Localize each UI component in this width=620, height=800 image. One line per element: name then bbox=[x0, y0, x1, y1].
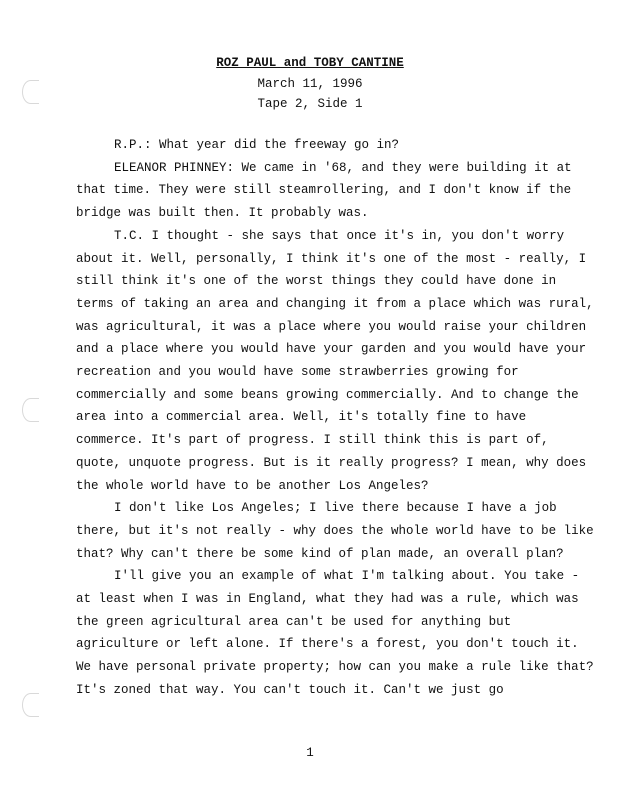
transcript-paragraph: R.P.: What year did the freeway go in? bbox=[114, 138, 400, 152]
punch-hole-mark bbox=[22, 398, 39, 422]
tape-side: Tape 2, Side 1 bbox=[257, 97, 363, 111]
interview-date: March 11, 1996 bbox=[257, 77, 363, 91]
transcript-paragraph: T.C. I thought - she says that once it's in, you don't worry about it. Well, personally, I think it's one of the most - really, I still think it's one of the worst things they could have done in terms of taking an area and changing it from a place which was rural, was agricultural, it was a place where you would raise your children and a place where you would have your garden and you would have your recreation and you would have some strawberries growing for commercially and some beans growing commercially. And to change the area into a commercial area. Well, it's totally fine to have commerce. It's part of progress. I still think this is part of, quote, unquote progress. But is it really progress? I mean, why does the whole world have to be another Los Angeles? bbox=[76, 228, 594, 493]
transcript-body bbox=[76, 134, 601, 702]
transcript-paragraph: ELEANOR PHINNEY: We came in '68, and they were building it at that time. They were still steamrollering, and I don't know if the bridge was built then. It probably was. bbox=[76, 160, 572, 221]
transcript-paragraph: I'll give you an example of what I'm talking about. You take - at least when I was in England, what they had was a rule, which was the green agricultural area can't be used for anything but agriculture or left alone. If there's a forest, you don't touch it. We have personal private property; how can you make a rule like that? It's zoned that way. You can't touch it. Can't we just go bbox=[76, 569, 594, 697]
document-title: ROZ PAUL and TOBY CANTINE bbox=[216, 56, 404, 70]
page-number: 1 bbox=[306, 746, 314, 760]
transcript-paragraph: I don't like Los Angeles; I live there because I have a job there, but it's not really - why does the whole world have to be like that? Why can't there be some kind of plan made, an overall plan? bbox=[76, 501, 594, 561]
punch-hole-mark bbox=[22, 693, 39, 717]
